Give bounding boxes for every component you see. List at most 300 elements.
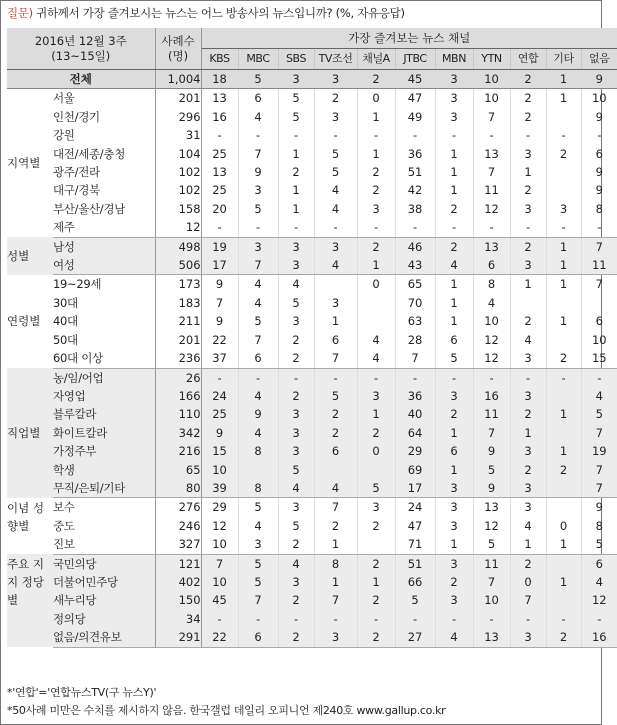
- value-cell: 3: [435, 387, 473, 405]
- value-cell: 7: [581, 275, 617, 294]
- value-cell: 49: [395, 108, 435, 126]
- value-cell: 63: [395, 312, 435, 330]
- table-row: [7, 218, 617, 237]
- table-row: [7, 628, 617, 647]
- value-cell: 1: [435, 424, 473, 442]
- value-cell: 4: [435, 256, 473, 275]
- value-cell: -: [581, 126, 617, 144]
- question-line: [7, 5, 405, 21]
- channel-header: 채널A: [357, 49, 395, 70]
- group-section: [7, 237, 617, 275]
- value-cell: 8: [581, 200, 617, 218]
- value-cell: 1: [435, 312, 473, 330]
- footnote-source: *50사례 미만은 수치를 제시하지 않음. 한국갤럽 데일리 오피니언 제240호 www.gallup.co.kr: [7, 704, 446, 717]
- value-cell: 9: [581, 70, 617, 89]
- value-cell: [546, 479, 581, 498]
- value-cell: -: [238, 368, 278, 387]
- category-label: 주요 지지 정당별: [7, 554, 53, 647]
- group-section: [7, 275, 617, 368]
- value-cell: 12: [201, 517, 238, 535]
- channel-header: KBS: [201, 49, 238, 70]
- value-cell: 3: [510, 200, 546, 218]
- table-row: [7, 89, 617, 108]
- value-cell: 4: [357, 349, 395, 368]
- value-cell: 2: [546, 349, 581, 368]
- value-cell: 11: [473, 554, 510, 573]
- row-label: 정의당: [53, 610, 155, 628]
- table-row: [7, 405, 617, 423]
- table-row: [7, 387, 617, 405]
- value-cell: 10: [201, 535, 238, 554]
- value-cell: [546, 294, 581, 312]
- value-cell: 4: [510, 517, 546, 535]
- row-label: 더불어민주당: [53, 573, 155, 591]
- row-label: 부산/울산/경남: [53, 201, 126, 216]
- value-cell: 7: [201, 294, 238, 312]
- channel-header: SBS: [278, 49, 314, 70]
- sample-size-cell: 327: [155, 535, 201, 554]
- value-cell: 7: [238, 591, 278, 609]
- value-cell: 13: [473, 628, 510, 647]
- sample-size-cell: 102: [155, 163, 201, 181]
- channel-header: JTBC: [395, 49, 435, 70]
- value-cell: -: [473, 610, 510, 628]
- value-cell: 5: [473, 461, 510, 479]
- value-cell: 7: [473, 573, 510, 591]
- value-cell: 43: [395, 256, 435, 275]
- row-label: 30대: [53, 295, 78, 310]
- value-cell: 2: [357, 554, 395, 573]
- value-cell: 69: [395, 461, 435, 479]
- value-cell: 2: [546, 461, 581, 479]
- value-cell: 3: [314, 237, 357, 256]
- table-row: [7, 108, 617, 126]
- category-label: 연령별: [7, 314, 41, 329]
- sample-size-cell: 246: [155, 517, 201, 535]
- sample-size-cell: 183: [155, 294, 201, 312]
- value-cell: -: [278, 218, 314, 237]
- sample-size-cell: 12: [155, 218, 201, 237]
- value-cell: -: [357, 368, 395, 387]
- footnote-abbrev: *'연합'='연합뉴스TV(구 뉴스Y)': [7, 686, 157, 699]
- channel-header: MBN: [435, 49, 473, 70]
- value-cell: 3: [314, 108, 357, 126]
- value-cell: -: [435, 126, 473, 144]
- value-cell: [314, 275, 357, 294]
- value-cell: 9: [201, 275, 238, 294]
- row-label: 대구/경북: [53, 183, 100, 198]
- value-cell: 0: [357, 442, 395, 460]
- value-cell: 3: [435, 554, 473, 573]
- value-cell: 8: [473, 275, 510, 294]
- table-row: [7, 461, 617, 479]
- value-cell: 7: [314, 498, 357, 517]
- value-cell: [357, 535, 395, 554]
- value-cell: 10: [473, 89, 510, 108]
- sample-size-cell: 26: [155, 368, 201, 387]
- value-cell: 10: [473, 591, 510, 609]
- value-cell: 7: [238, 256, 278, 275]
- sample-size-header: [155, 28, 201, 70]
- sample-size-cell: 110: [155, 405, 201, 423]
- value-cell: 2: [510, 108, 546, 126]
- value-cell: 4: [238, 108, 278, 126]
- value-cell: 1: [278, 200, 314, 218]
- value-cell: -: [546, 218, 581, 237]
- value-cell: 2: [314, 405, 357, 423]
- value-cell: 51: [395, 554, 435, 573]
- row-label: 강원: [53, 128, 75, 143]
- value-cell: 2: [510, 461, 546, 479]
- channel-group-header: 가장 즐겨보는 뉴스 채널: [201, 28, 617, 49]
- value-cell: 2: [435, 405, 473, 423]
- value-cell: 7: [473, 163, 510, 181]
- value-cell: 47: [395, 517, 435, 535]
- value-cell: 5: [238, 498, 278, 517]
- value-cell: 1: [546, 535, 581, 554]
- value-cell: -: [395, 610, 435, 628]
- value-cell: 17: [395, 479, 435, 498]
- news-channel-table: [7, 28, 617, 648]
- value-cell: [546, 331, 581, 349]
- value-cell: 5: [314, 163, 357, 181]
- value-cell: 36: [395, 145, 435, 163]
- table-row: [7, 331, 617, 349]
- value-cell: 42: [395, 181, 435, 199]
- value-cell: 1: [546, 312, 581, 330]
- value-cell: 2: [546, 145, 581, 163]
- sample-size-cell: 166: [155, 387, 201, 405]
- value-cell: 3: [435, 70, 473, 89]
- value-cell: 9: [201, 424, 238, 442]
- value-cell: 11: [473, 181, 510, 199]
- value-cell: -: [314, 126, 357, 144]
- sample-size-cell: 173: [155, 275, 201, 294]
- value-cell: 29: [395, 442, 435, 460]
- value-cell: [546, 554, 581, 573]
- value-cell: 38: [395, 200, 435, 218]
- value-cell: 4: [357, 331, 395, 349]
- value-cell: 4: [278, 275, 314, 294]
- value-cell: 4: [581, 573, 617, 591]
- total-row: [7, 70, 617, 89]
- value-cell: 7: [581, 479, 617, 498]
- row-label: 제주: [53, 218, 155, 237]
- value-cell: 45: [201, 591, 238, 609]
- value-cell: 2: [314, 424, 357, 442]
- value-cell: 1: [546, 237, 581, 256]
- value-cell: 2: [510, 70, 546, 89]
- sample-size-cell: 80: [155, 479, 201, 498]
- value-cell: 19: [581, 442, 617, 460]
- value-cell: 27: [395, 628, 435, 647]
- value-cell: 1: [357, 256, 395, 275]
- sample-line2: (명): [167, 48, 189, 63]
- value-cell: [357, 294, 395, 312]
- value-cell: 1: [435, 275, 473, 294]
- table-row: [7, 498, 617, 517]
- value-cell: 6: [473, 256, 510, 275]
- value-cell: 6: [435, 331, 473, 349]
- value-cell: -: [278, 368, 314, 387]
- value-cell: 16: [581, 628, 617, 647]
- value-cell: -: [395, 368, 435, 387]
- value-cell: 0: [510, 573, 546, 591]
- value-cell: 13: [473, 237, 510, 256]
- value-cell: [357, 461, 395, 479]
- channel-header: TV조선: [314, 49, 357, 70]
- group-section: [7, 498, 617, 554]
- value-cell: 9: [581, 498, 617, 517]
- value-cell: 25: [201, 405, 238, 423]
- value-cell: 1: [546, 442, 581, 460]
- sample-size-cell: 31: [155, 126, 201, 144]
- value-cell: -: [314, 368, 357, 387]
- value-cell: -: [473, 368, 510, 387]
- row-label: 여성: [53, 256, 155, 275]
- value-cell: 3: [314, 294, 357, 312]
- value-cell: 3: [238, 237, 278, 256]
- value-cell: 4: [238, 517, 278, 535]
- table-row: [7, 275, 617, 294]
- total-label: 전체: [7, 70, 155, 89]
- value-cell: 4: [510, 331, 546, 349]
- value-cell: -: [581, 610, 617, 628]
- value-cell: 5: [395, 591, 435, 609]
- row-label: 광주/전라: [53, 165, 100, 180]
- value-cell: 12: [473, 517, 510, 535]
- table-row: [7, 163, 617, 181]
- sample-line1: 사례수: [161, 33, 195, 48]
- sample-size-cell: 102: [155, 181, 201, 199]
- row-label: 40대: [53, 314, 78, 329]
- value-cell: -: [510, 610, 546, 628]
- value-cell: 4: [314, 256, 357, 275]
- value-cell: 4: [314, 200, 357, 218]
- value-cell: 5: [581, 405, 617, 423]
- value-cell: 46: [395, 237, 435, 256]
- value-cell: 10: [201, 461, 238, 479]
- value-cell: 5: [238, 312, 278, 330]
- table-row: [7, 145, 617, 163]
- value-cell: 4: [238, 387, 278, 405]
- value-cell: 9: [473, 442, 510, 460]
- row-label: 보수: [53, 500, 75, 515]
- value-cell: 2: [510, 405, 546, 423]
- value-cell: 1: [357, 573, 395, 591]
- value-cell: 8: [314, 554, 357, 573]
- row-label: 진보: [53, 535, 155, 554]
- value-cell: 3: [278, 256, 314, 275]
- value-cell: 0: [546, 517, 581, 535]
- value-cell: 45: [395, 70, 435, 89]
- sample-size-cell: 276: [155, 498, 201, 517]
- value-cell: 9: [581, 163, 617, 181]
- group-section: [7, 89, 617, 237]
- value-cell: 1: [357, 405, 395, 423]
- channel-header: 없음: [581, 49, 617, 70]
- value-cell: 29: [201, 498, 238, 517]
- value-cell: 1: [546, 573, 581, 591]
- channel-header: YTN: [473, 49, 510, 70]
- value-cell: 10: [201, 573, 238, 591]
- question-label: 질문): [7, 6, 33, 20]
- value-cell: 2: [510, 237, 546, 256]
- value-cell: [357, 312, 395, 330]
- value-cell: 65: [395, 275, 435, 294]
- value-cell: 6: [314, 442, 357, 460]
- value-cell: 2: [546, 628, 581, 647]
- value-cell: 71: [395, 535, 435, 554]
- value-cell: 3: [278, 498, 314, 517]
- value-cell: 3: [510, 349, 546, 368]
- table-row: [7, 312, 617, 330]
- table-row: [7, 349, 617, 368]
- period-header: [7, 28, 155, 70]
- value-cell: 28: [395, 331, 435, 349]
- value-cell: 1: [278, 181, 314, 199]
- category-label: 성별: [7, 237, 53, 275]
- sample-size-cell: 121: [155, 554, 201, 573]
- value-cell: 1: [435, 535, 473, 554]
- value-cell: 12: [581, 591, 617, 609]
- value-cell: 6: [238, 628, 278, 647]
- value-cell: 2: [510, 312, 546, 330]
- value-cell: 2: [510, 89, 546, 108]
- value-cell: 7: [473, 424, 510, 442]
- value-cell: 19: [201, 237, 238, 256]
- value-cell: 37: [201, 349, 238, 368]
- value-cell: 3: [510, 256, 546, 275]
- channel-header: 연합: [510, 49, 546, 70]
- value-cell: 3: [435, 108, 473, 126]
- row-label: 화이트칼라: [53, 424, 155, 442]
- value-cell: 3: [435, 517, 473, 535]
- value-cell: [314, 461, 357, 479]
- value-cell: 1: [510, 163, 546, 181]
- value-cell: 12: [473, 200, 510, 218]
- table-row: [7, 181, 617, 199]
- value-cell: 4: [581, 387, 617, 405]
- value-cell: 20: [201, 200, 238, 218]
- value-cell: 4: [238, 424, 278, 442]
- value-cell: 16: [201, 108, 238, 126]
- value-cell: -: [510, 218, 546, 237]
- value-cell: 3: [435, 591, 473, 609]
- value-cell: 15: [201, 442, 238, 460]
- value-cell: -: [435, 218, 473, 237]
- sample-size-cell: 201: [155, 89, 201, 108]
- value-cell: -: [357, 126, 395, 144]
- row-label: 가정주부: [53, 442, 155, 460]
- value-cell: 2: [357, 591, 395, 609]
- value-cell: 7: [314, 591, 357, 609]
- value-cell: 24: [201, 387, 238, 405]
- value-cell: 9: [201, 312, 238, 330]
- table-row: [7, 610, 617, 628]
- value-cell: 4: [314, 181, 357, 199]
- table-row: [7, 256, 617, 275]
- value-cell: 1: [435, 145, 473, 163]
- value-cell: 5: [238, 70, 278, 89]
- value-cell: 1: [435, 181, 473, 199]
- value-cell: 40: [395, 405, 435, 423]
- value-cell: 5: [278, 517, 314, 535]
- value-cell: 4: [278, 479, 314, 498]
- value-cell: -: [238, 610, 278, 628]
- value-cell: 1: [357, 145, 395, 163]
- value-cell: 3: [510, 145, 546, 163]
- value-cell: 5: [473, 535, 510, 554]
- table-row: [7, 442, 617, 460]
- value-cell: 39: [201, 479, 238, 498]
- value-cell: 2: [278, 535, 314, 554]
- value-cell: 2: [278, 628, 314, 647]
- row-label: 새누리당: [53, 591, 155, 609]
- value-cell: 3: [314, 628, 357, 647]
- value-cell: 17: [201, 256, 238, 275]
- value-cell: 3: [278, 442, 314, 460]
- value-cell: 1: [546, 275, 581, 294]
- value-cell: 1: [314, 312, 357, 330]
- table-row: [7, 424, 617, 442]
- value-cell: 5: [357, 479, 395, 498]
- row-label: 자영업: [53, 387, 155, 405]
- value-cell: 3: [357, 498, 395, 517]
- value-cell: -: [238, 126, 278, 144]
- value-cell: 12: [473, 331, 510, 349]
- channel-header: 기타: [546, 49, 581, 70]
- value-cell: 3: [278, 573, 314, 591]
- value-cell: -: [473, 218, 510, 237]
- value-cell: 9: [581, 181, 617, 199]
- value-cell: 47: [395, 89, 435, 108]
- value-cell: [238, 461, 278, 479]
- value-cell: 11: [473, 405, 510, 423]
- value-cell: 7: [473, 108, 510, 126]
- value-cell: [546, 108, 581, 126]
- value-cell: 7: [238, 331, 278, 349]
- value-cell: 25: [201, 145, 238, 163]
- value-cell: 1: [435, 163, 473, 181]
- row-label: 학생: [53, 461, 155, 479]
- sample-size-cell: 211: [155, 312, 201, 330]
- value-cell: 4: [314, 479, 357, 498]
- value-cell: 2: [435, 573, 473, 591]
- table-row: [7, 535, 617, 554]
- table-row: [7, 237, 617, 256]
- row-label: 농/임/어업: [53, 368, 155, 387]
- value-cell: -: [314, 218, 357, 237]
- value-cell: 3: [546, 200, 581, 218]
- value-cell: 5: [581, 535, 617, 554]
- value-cell: 5: [278, 89, 314, 108]
- value-cell: 3: [278, 424, 314, 442]
- value-cell: 2: [357, 628, 395, 647]
- value-cell: 64: [395, 424, 435, 442]
- value-cell: 5: [314, 145, 357, 163]
- row-label: 남성: [53, 237, 155, 256]
- value-cell: 3: [357, 387, 395, 405]
- value-cell: -: [395, 218, 435, 237]
- value-cell: 51: [395, 163, 435, 181]
- value-cell: 6: [581, 554, 617, 573]
- value-cell: 1: [314, 573, 357, 591]
- value-cell: 9: [238, 405, 278, 423]
- sample-size-cell: 498: [155, 237, 201, 256]
- row-label: 중도: [53, 518, 75, 533]
- value-cell: [510, 294, 546, 312]
